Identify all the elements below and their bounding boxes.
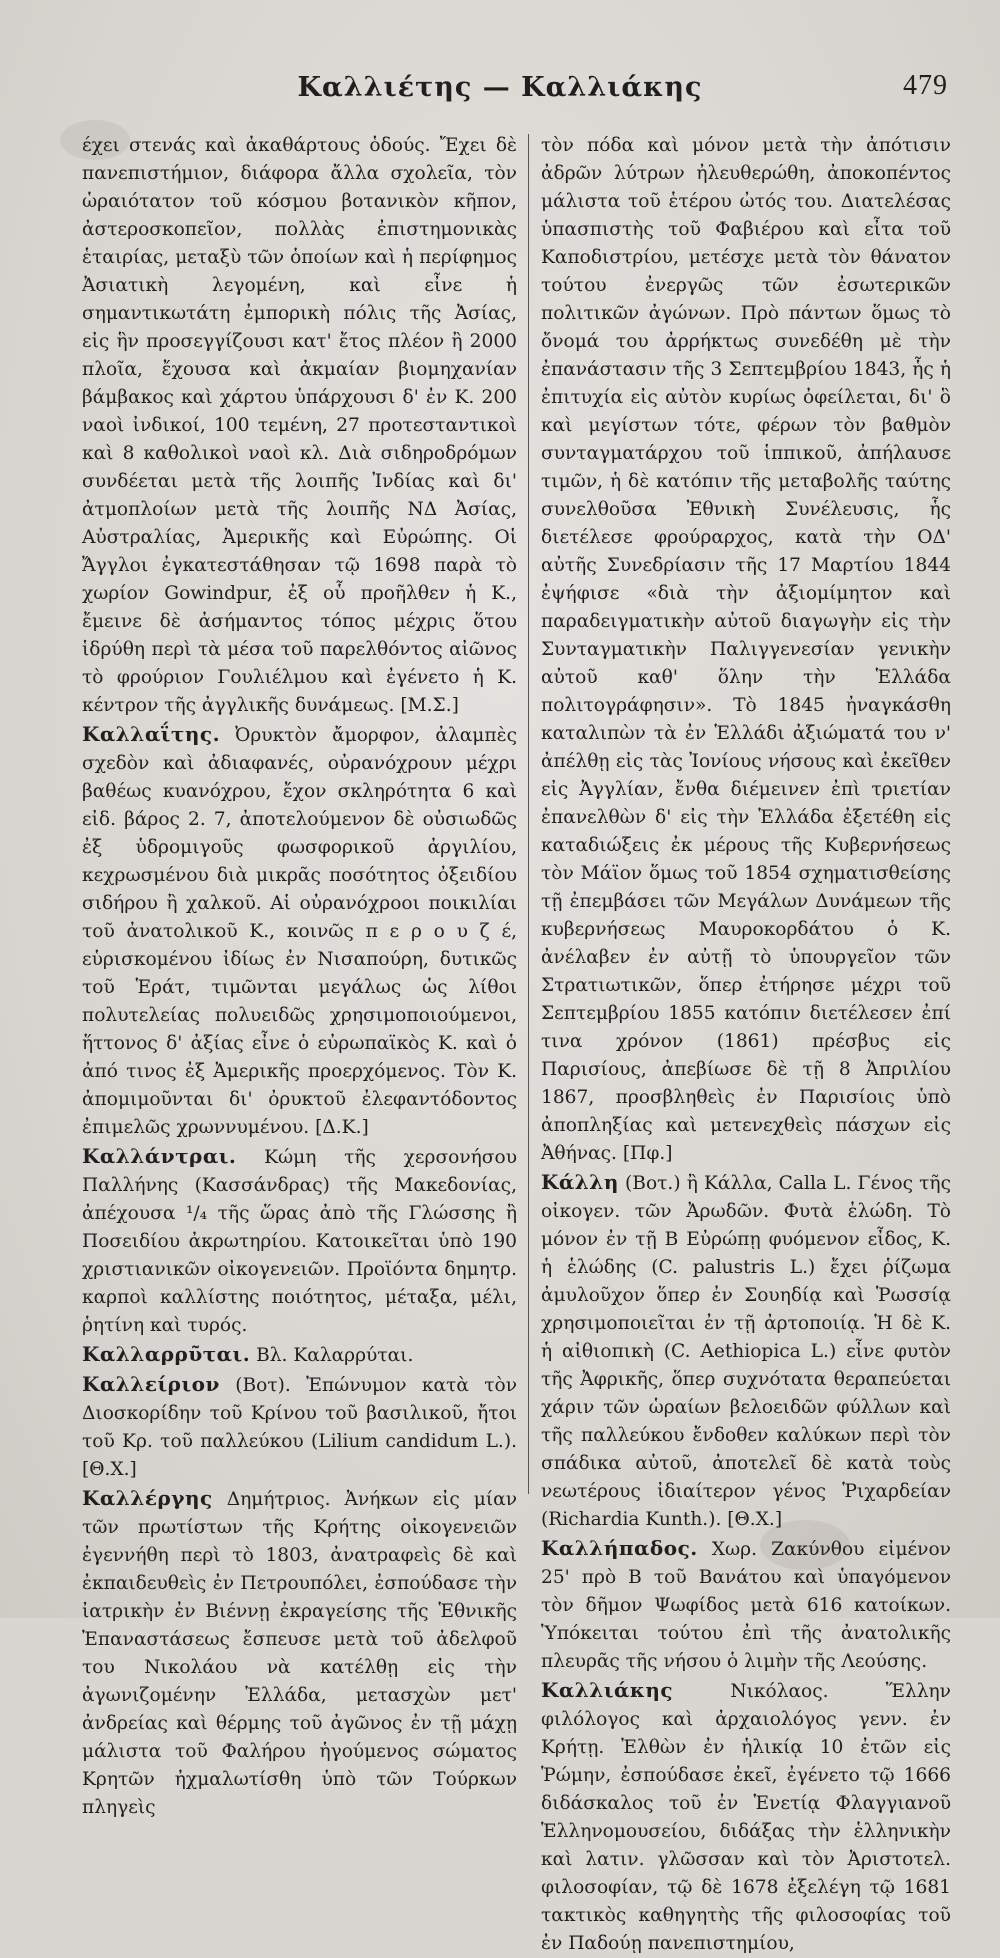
continued-text: τὸν πόδα καὶ μόνον μετὰ τὴν ἀπότισιν ἀδρῶν λύτρων ἠλευθερώθη, ἀποκοπέντος μάλιστα τοῦ ἑτέρου ὠτός του. Διατελέσας ὑπασπιστὴς τοῦ Φαβιέρου καὶ εἶτα τοῦ Καποδιστρίου, μετέσχε μετὰ τὸν θάνατον τούτου ἐνεργῶς τῶν ἐσωτερικῶν πολιτικῶν ἀγώνων. Πρὸ πάντων ὅμως τὸ ὄνομά του ἀρρήκτως συνεδέθη μὲ τὴν ἐπανάστασιν τῆς 3 Σεπτεμβρίου 1843, ἧς ἡ ἐπιτυχία εἰς αὐτὸν κυρίως ὀφείλεται, δι' ὃ καὶ μεγίστων τότε, φέρων τὸν βαθμὸν συνταγματάρχου τοῦ ἱππικοῦ, ἀπήλαυσε τιμῶν, ἡ δὲ κατόπιν τῆς μεταβολῆς ταύτης συνελθοῦσα Ἐθνικὴ Συνέλευσις, ἧς διετέλεσε φρούραρχος, κατὰ τὴν ΟΔ' αὐτῆς Συνεδρίασιν τῆς 17 Μαρτίου 1844 ἐψήφισε «διὰ τὴν ἀξιομίμητον καὶ παραδειγματικὴν αὐτοῦ διαγωγὴν εἰς τὴν Συνταγματικὴν Παλιγγενεσίαν γενικὴν αὐτοῦ καθ' ὅλην τὴν Ἑλλάδα πολιτογράφησιν». Τὸ 1845 ἠναγκάσθη καταλιπὼν τὰ ἐν Ἑλλάδι ἀξιώματά του ν' ἀπέλθῃ εἰς τὰς Ἰονίους νήσους καὶ ἐκεῖθεν εἰς Ἀγγλίαν, ἔνθα διέμεινεν ἐπὶ τριετίαν ἐπανελθὼν δ' εἰς τὴν Ἑλλάδα ἐξετέθη εἰς καταδιώξεις ἐκ μέρους τῆς Κυβερνήσεως τὸν Μάϊον ὅμως τοῦ 1854 σχηματισθείσης τῇ ἐπεμβάσει τῶν Μεγάλων Δυνάμεων τῆς κυβερνήσεως Μαυροκορδάτου ὁ Κ. ἀνέλαβεν ἐν αὐτῇ τὸ ὑπουργεῖον τῶν Στρατιωτικῶν, ὅπερ ἐτήρησε μέχρι τοῦ Σεπτεμβρίου 1855 κατόπιν διετέλεσεν ἐπί τινα χρόνον (1861) πρέσβυς εἰς Παρισίους, ἀπεβίωσε δὲ τῇ 8 Ἀπριλίου 1867, προσβληθεὶς ἐν Παρισίοις ὑπὸ ἀποπληξίας καὶ μετενεχθεὶς πάσχων εἰς Ἀθήνας. [Πφ.] [541,135,951,1164]
entry-text: Ὀρυκτὸν ἄμορφον, ἀλαμπὲς σχεδὸν καὶ ἀδιαφανές, οὐρανόχρουν μέχρι βαθέως κυανόχρου, ἔχον σκληρότητα 6 καὶ εἰδ. βάρος 2. 7, ἀποτελούμενον δὲ οὐσιωδῶς ἐξ ὑδρομιγοῦς φωσφορικοῦ ἀργιλίου, κεχρωσμένου διὰ μικρᾶς ποσότητος ὀξειδίου σιδήρου ἢ χαλκοῦ. Αἱ οὐρανόχροοι ποικιλίαι τοῦ ἀνατολικοῦ Κ., κοινῶς π ε ρ ο υ ζ έ, εὑρισκομένου ἰδίως ἐν Νισαπούρη, δυτικῶς τοῦ Ἑράτ, τιμῶνται μεγάλως ὡς λίθοι πολυτελείας πολυειδῶς χρησιμοποιούμενοι, ἥττονος δ' ἀξίας εἶνε ὁ εὐρωπαϊκὸς Κ. καὶ ὁ ἀπό τινος ἐξ Ἀμερικῆς προερχόμενος. Τὸν Κ. ἀπομιμοῦνται δι' ὀρυκτοῦ ἐλεφαντόδοντος ἐπιμελῶς χρωννυμένου. [Δ.Κ.] [82,725,517,1138]
entry-text: Κώμη τῆς χερσονήσου Παλλήνης (Κασσάνδρας) τῆς Μακεδονίας, ἀπέχουσα ¹/₄ τῆς ὥρας ἀπὸ τῆς Γλώσσης ἢ Ποσειδίου ἀκρωτηρίου. Κατοικεῖται ὑπὸ 190 χριστιανικῶν οἰκογενειῶν. Προϊόντα δημητρ. καρποὶ καλλίστης ποιότητος, μέταξα, μέλι, ῥητίνη καὶ τυρός. [82,1147,517,1336]
entry-text: Βλ. Καλαρρύται. [256,1345,414,1366]
entry-headword: Κάλλη [541,1170,619,1194]
left-column [82,132,518,1818]
entry-headword: Καλλείριον [82,1372,220,1396]
dictionary-entry [82,720,517,1142]
continued-text: έχει στενάς καὶ ἀκαθάρτους ὁδούς. Ἔχει δὲ πανεπιστήμιον, διάφορα ἄλλα σχολεῖα, τὸν ὡραιότατον τοῦ κόσμου βοτανικὸν κῆπον, ἀστεροσκοπεῖον, πολλὰς ἐπιστημονικὰς ἑταιρίας, μεταξὺ τῶν ὁποίων καὶ ἡ περίφημος Ἀσιατικὴ λεγομένη, καὶ εἶνε ἡ σημαντικωτάτη ἐμπορικὴ πόλις τῆς Ἀσίας, εἰς ἣν προσεγγίζουσι κατ' ἔτος πλέον ἢ 2000 πλοῖα, ἔχουσα καὶ ἀκμαίαν βιομηχανίαν βάμβακος καὶ χάρτου ὑπάρχουσι δ' ἐν Κ. 200 ναοὶ ἰνδικοί, 100 τεμένη, 27 προτεσταντικοὶ καὶ 8 καθολικοὶ ναοὶ κλ. Διὰ σιδηροδρόμων συνδέεται μετὰ τῆς λοιπῆς Ἰνδίας καὶ δι' ἀτμοπλοίων μετὰ τῆς λοιπῆς ΝΔ Ἀσίας, Αὐστραλίας, Ἀμερικῆς καὶ Εὐρώπης. Οἱ Ἄγγλοι ἐγκατεστάθησαν τῷ 1698 παρὰ τὸ χωρίον Gowindpur, ἐξ οὗ προῆλθεν ἡ Κ., ἔμεινε δὲ ἀσήμαντος τόπος μέχρις ὅτου ἱδρύθη περὶ τὰ μέσα τοῦ παρελθόντος αἰῶνος τὸ φρούριον Γουλιέλμου καὶ ἐγένετο ἡ Κ. κέντρον τῆς ἀγγλικῆς δυνάμεως. [Μ.Σ.] [82,135,517,716]
entry-text: Χωρ. Ζακύνθου εἰμένον 25' πρὸ Β τοῦ Βανάτου καὶ ὑπαγόμενον τὸν δῆμον Ψωφίδος μετὰ 616 κατοίκων. Ὑπόκειται τούτου ἐπὶ τῆς ἀνατολικῆς πλευρᾶς τῆς νήσου ὁ λιμὴν τῆς Λεούσης. [541,1539,951,1672]
entry-headword: Καλλέργης [82,1486,213,1510]
running-head-title: Καλλιέτης — Καλλιάκης [297,72,703,103]
dictionary-entry [541,1168,951,1534]
running-head [0,72,1000,112]
dictionary-entry [82,1370,517,1484]
entry-headword: Καλλαΐτης. [82,722,221,746]
entry-headword: Καλλάντραι. [82,1144,237,1168]
entry-headword: Καλλήπαδος. [541,1536,698,1560]
entry-headword: Καλλαρρῦται. [82,1342,251,1366]
column-divider [528,134,529,1494]
page-number: 479 [903,70,948,101]
entry-text: Νικόλαος. Ἕλλην φιλόλογος καὶ ἀρχαιολόγος γενν. ἐν Κρήτῃ. Ἐλθὼν ἐν ἡλικίᾳ 10 ἐτῶν εἰς Ῥώμην, ἐσπούδασε ἐκεῖ, ἐγένετο τῷ 1666 διδάσκαλος τοῦ ἐν Ἑνετίᾳ Φλαγγιανοῦ Ἑλληνομουσείου, διδάξας τὴν ἑλληνικὴν καὶ λατιν. γλῶσσαν καὶ τὸν Ἀριστοτελ. φιλοσοφίαν, τῷ δὲ 1678 ἐξελέγη τῷ 1681 τακτικὸς καθηγητὴς τῆς φιλοσοφίας τοῦ ἐν Παδούῃ πανεπιστημίου, [541,1681,951,1954]
entry-text: (Βοτ.) ἢ Κάλλα, Calla L. Γένος τῆς οἰκογεν. τῶν Ἀρωδῶν. Φυτὰ ἑλώδη. Τὸ μόνον ἐν τῇ Β Εὐρώπῃ φυόμενον εἶδος, Κ. ἡ ἑλώδης (C. palustris L.) ἔχει ῥίζωμα ἀμυλοῦχον ὅπερ ἐν Σουηδίᾳ καὶ Ῥωσσίᾳ χρησιμοποιεῖται ἐν τῇ ἀρτοποιίᾳ. Ἡ δὲ Κ. ἡ αἰθιοπικὴ (C. Aethiopica L.) εἶνε φυτὸν τῆς Ἀφρικῆς, ὅπερ συχνότατα θεραπεύεται χάριν τῶν ὡραίων βελοειδῶν φύλλων καὶ τῆς παλλεύκου ἔνδοθεν καλύκων περὶ τὸν σπάδικα αὐτοῦ, ἀποτελεῖ δὲ κατὰ τοὺς νεωτέρους ἰδιαίτερον γένος Ῥιχαρδείαν (Richardia Kunth.). [Θ.Χ.] [541,1173,951,1530]
dictionary-entry [541,1534,951,1676]
right-column [541,132,951,1954]
entry-headword: Καλλιάκης [541,1678,674,1702]
dictionary-entry [82,1142,517,1340]
dictionary-entry [82,1484,517,1822]
dictionary-entry [541,1676,951,1958]
dictionary-entry [82,1340,517,1370]
entry-text: Δημήτριος. Ἀνήκων εἰς μίαν τῶν πρωτίστων τῆς Κρήτης οἰκογενειῶν ἐγεννήθη περὶ τὸ 1803, ἀνατραφεὶς δὲ καὶ ἐκπαιδευθεὶς ἐν Πετρουπόλει, ἐσπούδασε τὴν ἰατρικὴν ἐν Βιέννῃ ἐκραγείσης τῆς Ἑθνικῆς Ἐπαναστάσεως ἔσπευσε μετὰ τοῦ ἀδελφοῦ του Νικολάου νὰ κατέλθῃ εἰς τὴν ἀγωνιζομένην Ἑλλάδα, μετασχὼν μετ' ἀνδρείας καὶ θέρμης τοῦ ἀγῶνος ἐν τῇ μάχῃ μάλιστα τοῦ Φαλήρου ἡγούμενος σώματος Κρητῶν ἠχμαλωτίσθη ὑπὸ τῶν Τούρκων πληγεὶς [82,1489,518,1818]
entry-text: (Βοτ). Ἐπώνυμον κατὰ τὸν Διοσκορίδην τοῦ Κρίνου τοῦ βασιλικοῦ, ἤτοι τοῦ Κρ. τοῦ παλλεύκου (Lilium candidum L.). [Θ.Χ.] [82,1375,517,1480]
